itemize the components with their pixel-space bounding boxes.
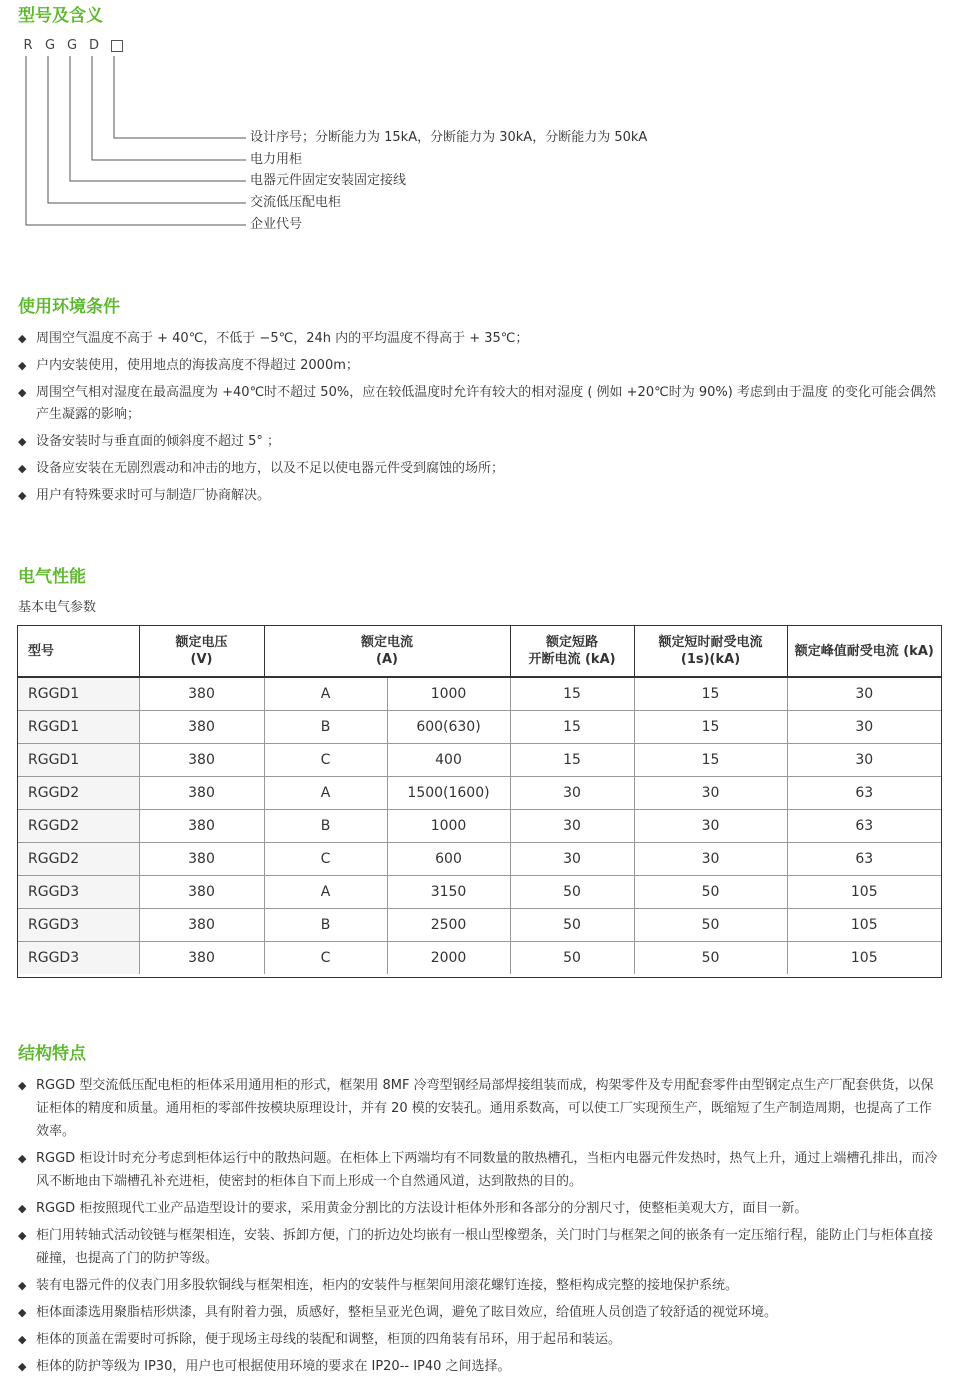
environment-section-title: 使用环境条件 bbox=[18, 297, 120, 317]
table-row bbox=[18, 942, 941, 975]
cell-withstand: 30 bbox=[634, 777, 787, 810]
meaning-design-number: 设计序号；分断能力为 15kA，分断能力为 30kA，分断能力为 50kA bbox=[250, 130, 648, 145]
cell-peak: 63 bbox=[787, 777, 941, 810]
cell-current-class: B bbox=[264, 810, 387, 843]
cell-breaking: 30 bbox=[510, 777, 634, 810]
cell-model: RGGD2 bbox=[18, 810, 139, 843]
cell-model: RGGD3 bbox=[18, 942, 139, 975]
cell-model: RGGD1 bbox=[18, 711, 139, 744]
header-short-time-withstand: 额定短时耐受电流 (1s)(kA) bbox=[634, 626, 787, 677]
cell-current: 1000 bbox=[387, 677, 510, 711]
model-code-connector-lines bbox=[0, 0, 260, 240]
structure-item: ◆ 柜体的顶盖在需要时可拆除，便于现场主母线的装配和调整，柜顶的四角装有吊环，用于起吊和装运。 bbox=[18, 1328, 943, 1351]
cell-current-class: C bbox=[264, 744, 387, 777]
table-row bbox=[18, 744, 941, 777]
cell-voltage: 380 bbox=[139, 677, 264, 711]
meaning-ac-lv-cabinet: 交流低压配电柜 bbox=[250, 195, 342, 210]
code-letter-d: D bbox=[88, 38, 99, 53]
table-row bbox=[18, 843, 941, 876]
environment-list bbox=[18, 328, 943, 512]
cell-peak: 30 bbox=[787, 711, 941, 744]
meaning-power-cabinet: 电力用柜 bbox=[250, 152, 303, 167]
cell-model: RGGD3 bbox=[18, 909, 139, 942]
connector-line-design-number bbox=[114, 56, 246, 138]
cell-voltage: 380 bbox=[139, 810, 264, 843]
cell-withstand: 30 bbox=[634, 843, 787, 876]
header-rated-voltage: 额定电压 (V) bbox=[139, 626, 264, 677]
electrical-subtitle: 基本电气参数 bbox=[18, 600, 97, 615]
cell-peak: 105 bbox=[787, 942, 941, 975]
cell-voltage: 380 bbox=[139, 909, 264, 942]
model-section-title: 型号及含义 bbox=[18, 6, 103, 26]
structure-item: ◆ RGGD 柜按照现代工业产品造型设计的要求，采用黄金分割比的方法设计柜体外形和各部分的分割尺寸，使整柜美观大方，面目一新。 bbox=[18, 1197, 943, 1220]
connector-line-fixed-install bbox=[70, 56, 246, 181]
cell-current: 400 bbox=[387, 744, 510, 777]
cell-current: 600 bbox=[387, 843, 510, 876]
header-rated-current: 额定电流 (A) bbox=[264, 626, 510, 677]
cell-withstand: 30 bbox=[634, 810, 787, 843]
code-letter-r: R bbox=[23, 38, 33, 53]
meaning-fixed-install: 电器元件固定安装固定接线 bbox=[250, 173, 407, 188]
table-row bbox=[18, 777, 941, 810]
environment-item: ◆ 设备应安装在无剧烈震动和冲击的地方，以及不足以使电器元件受到腐蚀的场所； bbox=[18, 458, 943, 480]
cell-withstand: 15 bbox=[634, 677, 787, 711]
code-letter-g1: G bbox=[44, 38, 56, 53]
cell-current: 2000 bbox=[387, 942, 510, 975]
structure-item: ◆ 柜体面漆选用聚脂桔形烘漆，具有附着力强，质感好，整柜呈亚光色调，避免了眩目效应，给值班人员创造了较舒适的视觉环境。 bbox=[18, 1301, 943, 1324]
header-model: 型号 bbox=[18, 626, 139, 677]
connector-line-enterprise bbox=[26, 56, 246, 225]
cell-current: 3150 bbox=[387, 876, 510, 909]
cell-current: 1000 bbox=[387, 810, 510, 843]
cell-peak: 30 bbox=[787, 677, 941, 711]
cell-current: 2500 bbox=[387, 909, 510, 942]
electrical-parameters-table bbox=[18, 626, 941, 974]
electrical-section-title: 电气性能 bbox=[18, 567, 86, 587]
cell-voltage: 380 bbox=[139, 876, 264, 909]
cell-breaking: 50 bbox=[510, 909, 634, 942]
environment-item: ◆ 设备安装时与垂直面的倾斜度不超过 5° ； bbox=[18, 431, 943, 453]
cell-current-class: A bbox=[264, 677, 387, 711]
structure-item: ◆ 柜体的防护等级为 IP30，用户也可根据使用环境的要求在 IP20-- IP40 之间选择。 bbox=[18, 1355, 943, 1378]
structure-item: ◆ 柜门用转轴式活动铰链与框架相连，安装、拆卸方便，门的折边处均嵌有一根山型橡塑条，关门时门与框架之间的嵌条有一定压缩行程，能防止门与柜体直接碰撞，也提高了门的防护等级。 bbox=[18, 1224, 943, 1270]
cell-voltage: 380 bbox=[139, 942, 264, 975]
cell-peak: 30 bbox=[787, 744, 941, 777]
environment-item: ◆ 周围空气相对湿度在最高温度为 +40℃时不超过 50%，应在较低温度时允许有较大的相对湿度 ( 例如 +20℃时为 90%) 考虑到由于温度 的变化可能会偶然产生凝露的影响； bbox=[18, 382, 943, 426]
cell-current: 600(630) bbox=[387, 711, 510, 744]
cell-current-class: A bbox=[264, 777, 387, 810]
cell-voltage: 380 bbox=[139, 843, 264, 876]
cell-withstand: 15 bbox=[634, 711, 787, 744]
cell-withstand: 15 bbox=[634, 744, 787, 777]
cell-model: RGGD1 bbox=[18, 677, 139, 711]
table-row bbox=[18, 677, 941, 711]
cell-peak: 105 bbox=[787, 909, 941, 942]
cell-peak: 63 bbox=[787, 810, 941, 843]
structure-item: ◆ 装有电器元件的仪表门用多股软铜线与框架相连，柜内的安装件与框架间用滚花螺钉连接，整柜构成完整的接地保护系统。 bbox=[18, 1274, 943, 1297]
cell-voltage: 380 bbox=[139, 744, 264, 777]
cell-breaking: 50 bbox=[510, 876, 634, 909]
structure-item: ◆ RGGD 柜设计时充分考虑到柜体运行中的散热问题。在柜体上下两端均有不同数量的散热槽孔，当柜内电器元件发热时，热气上升，通过上端槽孔排出，而冷风不断地由下端槽孔补充进柜，使密封的柜体自下而上形成一个自然通风道，达到散热的目的。 bbox=[18, 1147, 943, 1193]
environment-item: ◆ 户内安装使用，使用地点的海拔高度不得超过 2000m； bbox=[18, 355, 943, 377]
cell-breaking: 30 bbox=[510, 810, 634, 843]
cell-withstand: 50 bbox=[634, 909, 787, 942]
cell-current: 1500(1600) bbox=[387, 777, 510, 810]
table-row bbox=[18, 711, 941, 744]
cell-model: RGGD1 bbox=[18, 744, 139, 777]
table-row bbox=[18, 909, 941, 942]
cell-withstand: 50 bbox=[634, 876, 787, 909]
cell-current-class: B bbox=[264, 711, 387, 744]
cell-model: RGGD3 bbox=[18, 876, 139, 909]
cell-breaking: 15 bbox=[510, 744, 634, 777]
environment-item: ◆ 用户有特殊要求时可与制造厂协商解决。 bbox=[18, 485, 943, 507]
header-peak-withstand: 额定峰值耐受电流 (kA) bbox=[787, 626, 941, 677]
cell-model: RGGD2 bbox=[18, 843, 139, 876]
cell-model: RGGD2 bbox=[18, 777, 139, 810]
table-row bbox=[18, 876, 941, 909]
cell-current-class: B bbox=[264, 909, 387, 942]
cell-breaking: 15 bbox=[510, 711, 634, 744]
structure-item: ◆ RGGD 型交流低压配电柜的柜体采用通用柜的形式，框架用 8MF 冷弯型钢经局部焊接组装而成，构架零件及专用配套零件由型钢定点生产厂配套供货，以保证柜体的精度和质量。通用柜的零部件按模块原理设计，并有 20 模的安装孔。通用系数高，可以使工厂实现预生产，既缩短了生产制造周期，也提高了工作效率。 bbox=[18, 1074, 943, 1143]
cell-current-class: A bbox=[264, 876, 387, 909]
cell-peak: 63 bbox=[787, 843, 941, 876]
cell-peak: 105 bbox=[787, 876, 941, 909]
cell-voltage: 380 bbox=[139, 711, 264, 744]
cell-breaking: 30 bbox=[510, 843, 634, 876]
cell-voltage: 380 bbox=[139, 777, 264, 810]
cell-breaking: 15 bbox=[510, 677, 634, 711]
environment-item: ◆ 周围空气温度不高于 + 40℃，不低于 −5℃，24h 内的平均温度不得高于 + 35℃； bbox=[18, 328, 943, 350]
cell-current-class: C bbox=[264, 843, 387, 876]
header-breaking-current: 额定短路 开断电流 (kA) bbox=[510, 626, 634, 677]
cell-withstand: 50 bbox=[634, 942, 787, 975]
structure-section-title: 结构特点 bbox=[18, 1044, 86, 1064]
cell-current-class: C bbox=[264, 942, 387, 975]
table-row bbox=[18, 810, 941, 843]
connector-line-power-cabinet bbox=[92, 56, 246, 160]
table-header-row bbox=[18, 626, 941, 677]
cell-breaking: 50 bbox=[510, 942, 634, 975]
meaning-enterprise-code: 企业代号 bbox=[250, 217, 303, 232]
structure-list bbox=[18, 1074, 943, 1382]
code-letter-g2: G bbox=[66, 38, 78, 53]
